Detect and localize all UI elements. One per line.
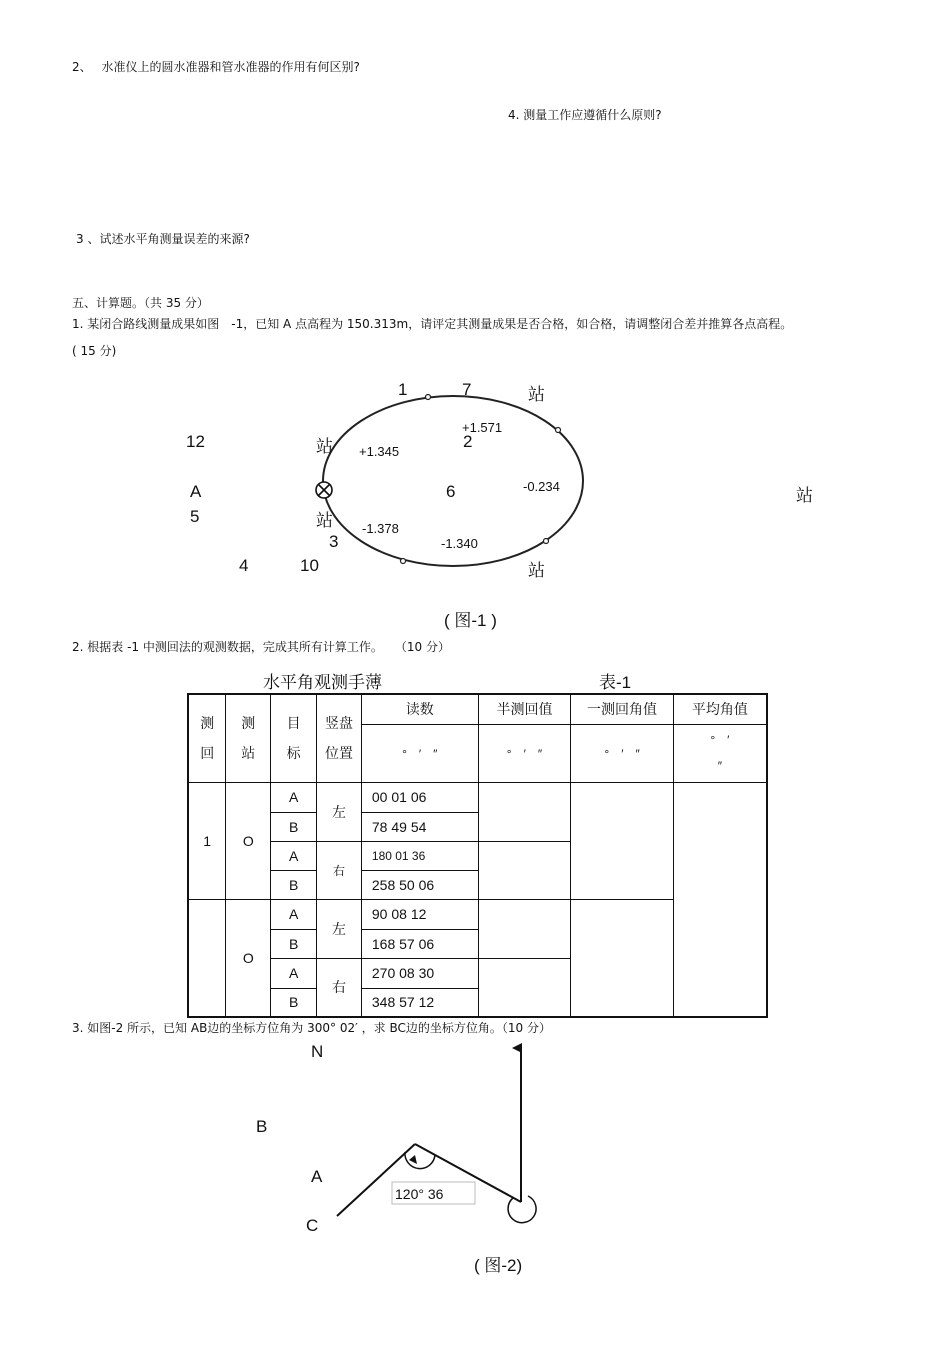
fig2-label-c: C: [306, 1216, 319, 1235]
station-cell-1: O: [226, 782, 271, 899]
reading-cell: 180 01 36: [361, 841, 478, 870]
header-station: 测 站: [226, 694, 271, 782]
reading-cell: 78 49 54: [361, 812, 478, 841]
header-half-round: 半测回值: [478, 694, 571, 724]
height-diff-2: +1.345: [359, 444, 400, 459]
problem-1-text: 1. 某闭合路线测量成果如图 -1，已知 A 点高程为 150.313m，请评定其测量成果是否合格，如合格，请调整闭合差并推算各点高程。: [72, 317, 793, 331]
target-cell: A: [271, 958, 317, 988]
fig1-label-3: 3: [329, 532, 339, 551]
round-1-cell: 1: [188, 782, 226, 899]
fig1-label-5: 5: [190, 507, 200, 526]
fig1-label-station-left2: 站: [316, 511, 333, 530]
unit-reading: ° ′ ″: [361, 724, 478, 782]
header-round: 测 回: [188, 694, 226, 782]
question-2: 2、 水准仪上的圆水准器和管水准器的作用有何区别?: [72, 60, 360, 74]
fig1-label-2: 2: [463, 432, 473, 451]
station-cell-2: O: [226, 899, 271, 1017]
target-cell: B: [271, 988, 317, 1017]
header-reading: 读数: [361, 694, 478, 724]
face-cell: 右: [317, 958, 362, 1017]
target-cell: B: [271, 929, 317, 958]
height-diff-4: -1.378: [362, 521, 399, 536]
target-cell: B: [271, 812, 317, 841]
table-title: 水平角观测手薄: [263, 673, 382, 692]
fig1-label-10: 10: [300, 556, 319, 575]
fig2-angle-value: 120° 36: [395, 1186, 444, 1202]
unit-one-round: ° ′ ″: [571, 724, 674, 782]
height-diff-3: -0.234: [523, 479, 560, 494]
fig1-label-12: 12: [186, 432, 205, 451]
section-5-heading: 五、计算题。（共 35 分）: [72, 296, 209, 310]
face-cell: 左: [317, 782, 362, 841]
reading-cell: 258 50 06: [361, 870, 478, 899]
fig2-label-a: A: [311, 1167, 323, 1186]
angle-arc-b-icon: [405, 1152, 435, 1169]
target-cell: B: [271, 870, 317, 899]
target-cell: A: [271, 841, 317, 870]
fig2-label-n: N: [311, 1042, 324, 1061]
header-one-round: 一测回角值: [571, 694, 674, 724]
fig1-label-a: A: [190, 482, 202, 501]
figure-2-caption: ( 图-2): [474, 1256, 523, 1275]
fig1-label-station-bottom: 站: [528, 561, 545, 580]
reading-cell: 90 08 12: [361, 899, 478, 929]
face-cell: 右: [317, 841, 362, 899]
unit-average: ° ′ ″: [673, 724, 767, 782]
reading-cell: 168 57 06: [361, 929, 478, 958]
fig1-label-1: 1: [398, 380, 408, 399]
reading-cell: 270 08 30: [361, 958, 478, 988]
reading-cell: 00 01 06: [361, 782, 478, 812]
fig1-label-4: 4: [239, 556, 249, 575]
angle-arc-a-icon: [508, 1196, 536, 1223]
fig1-label-7: 7: [462, 380, 472, 399]
problem-1-score: ( 15 分): [72, 344, 117, 358]
fig1-label-station-right: 站: [796, 486, 813, 505]
fig2-label-b: B: [256, 1117, 268, 1136]
problem-3-text: 3. 如图-2 所示，已知 AB边的坐标方位角为 300° 02′ ，求 BC边的坐标方位角。（10 分）: [72, 1021, 551, 1035]
table-code: 表-1: [599, 673, 632, 692]
figure-1-caption: ( 图-1 ): [444, 611, 497, 630]
unit-half-round: ° ′ ″: [478, 724, 571, 782]
problem-2-text: 2. 根据表 -1 中测回法的观测数据，完成其所有计算工作。 （10 分）: [72, 640, 450, 654]
target-cell: A: [271, 899, 317, 929]
header-target: 目 标: [271, 694, 317, 782]
reading-cell: 348 57 12: [361, 988, 478, 1017]
height-diff-1: +1.571: [462, 420, 503, 435]
height-diff-5: -1.340: [441, 536, 478, 551]
header-face: 竖盘 位置: [317, 694, 362, 782]
fig1-label-6: 6: [446, 482, 456, 501]
line-cb: [337, 1144, 415, 1216]
target-cell: A: [271, 782, 317, 812]
question-4: 4. 测量工作应遵循什么原则?: [508, 108, 662, 122]
fig1-label-station-top: 站: [528, 385, 545, 404]
face-cell: 左: [317, 899, 362, 958]
angle-arrow-icon: [409, 1155, 417, 1164]
question-3: 3 、试述水平角测量误差的来源?: [76, 232, 250, 246]
fig1-label-station-left1: 站: [316, 437, 333, 456]
header-average: 平均角值: [673, 694, 767, 724]
